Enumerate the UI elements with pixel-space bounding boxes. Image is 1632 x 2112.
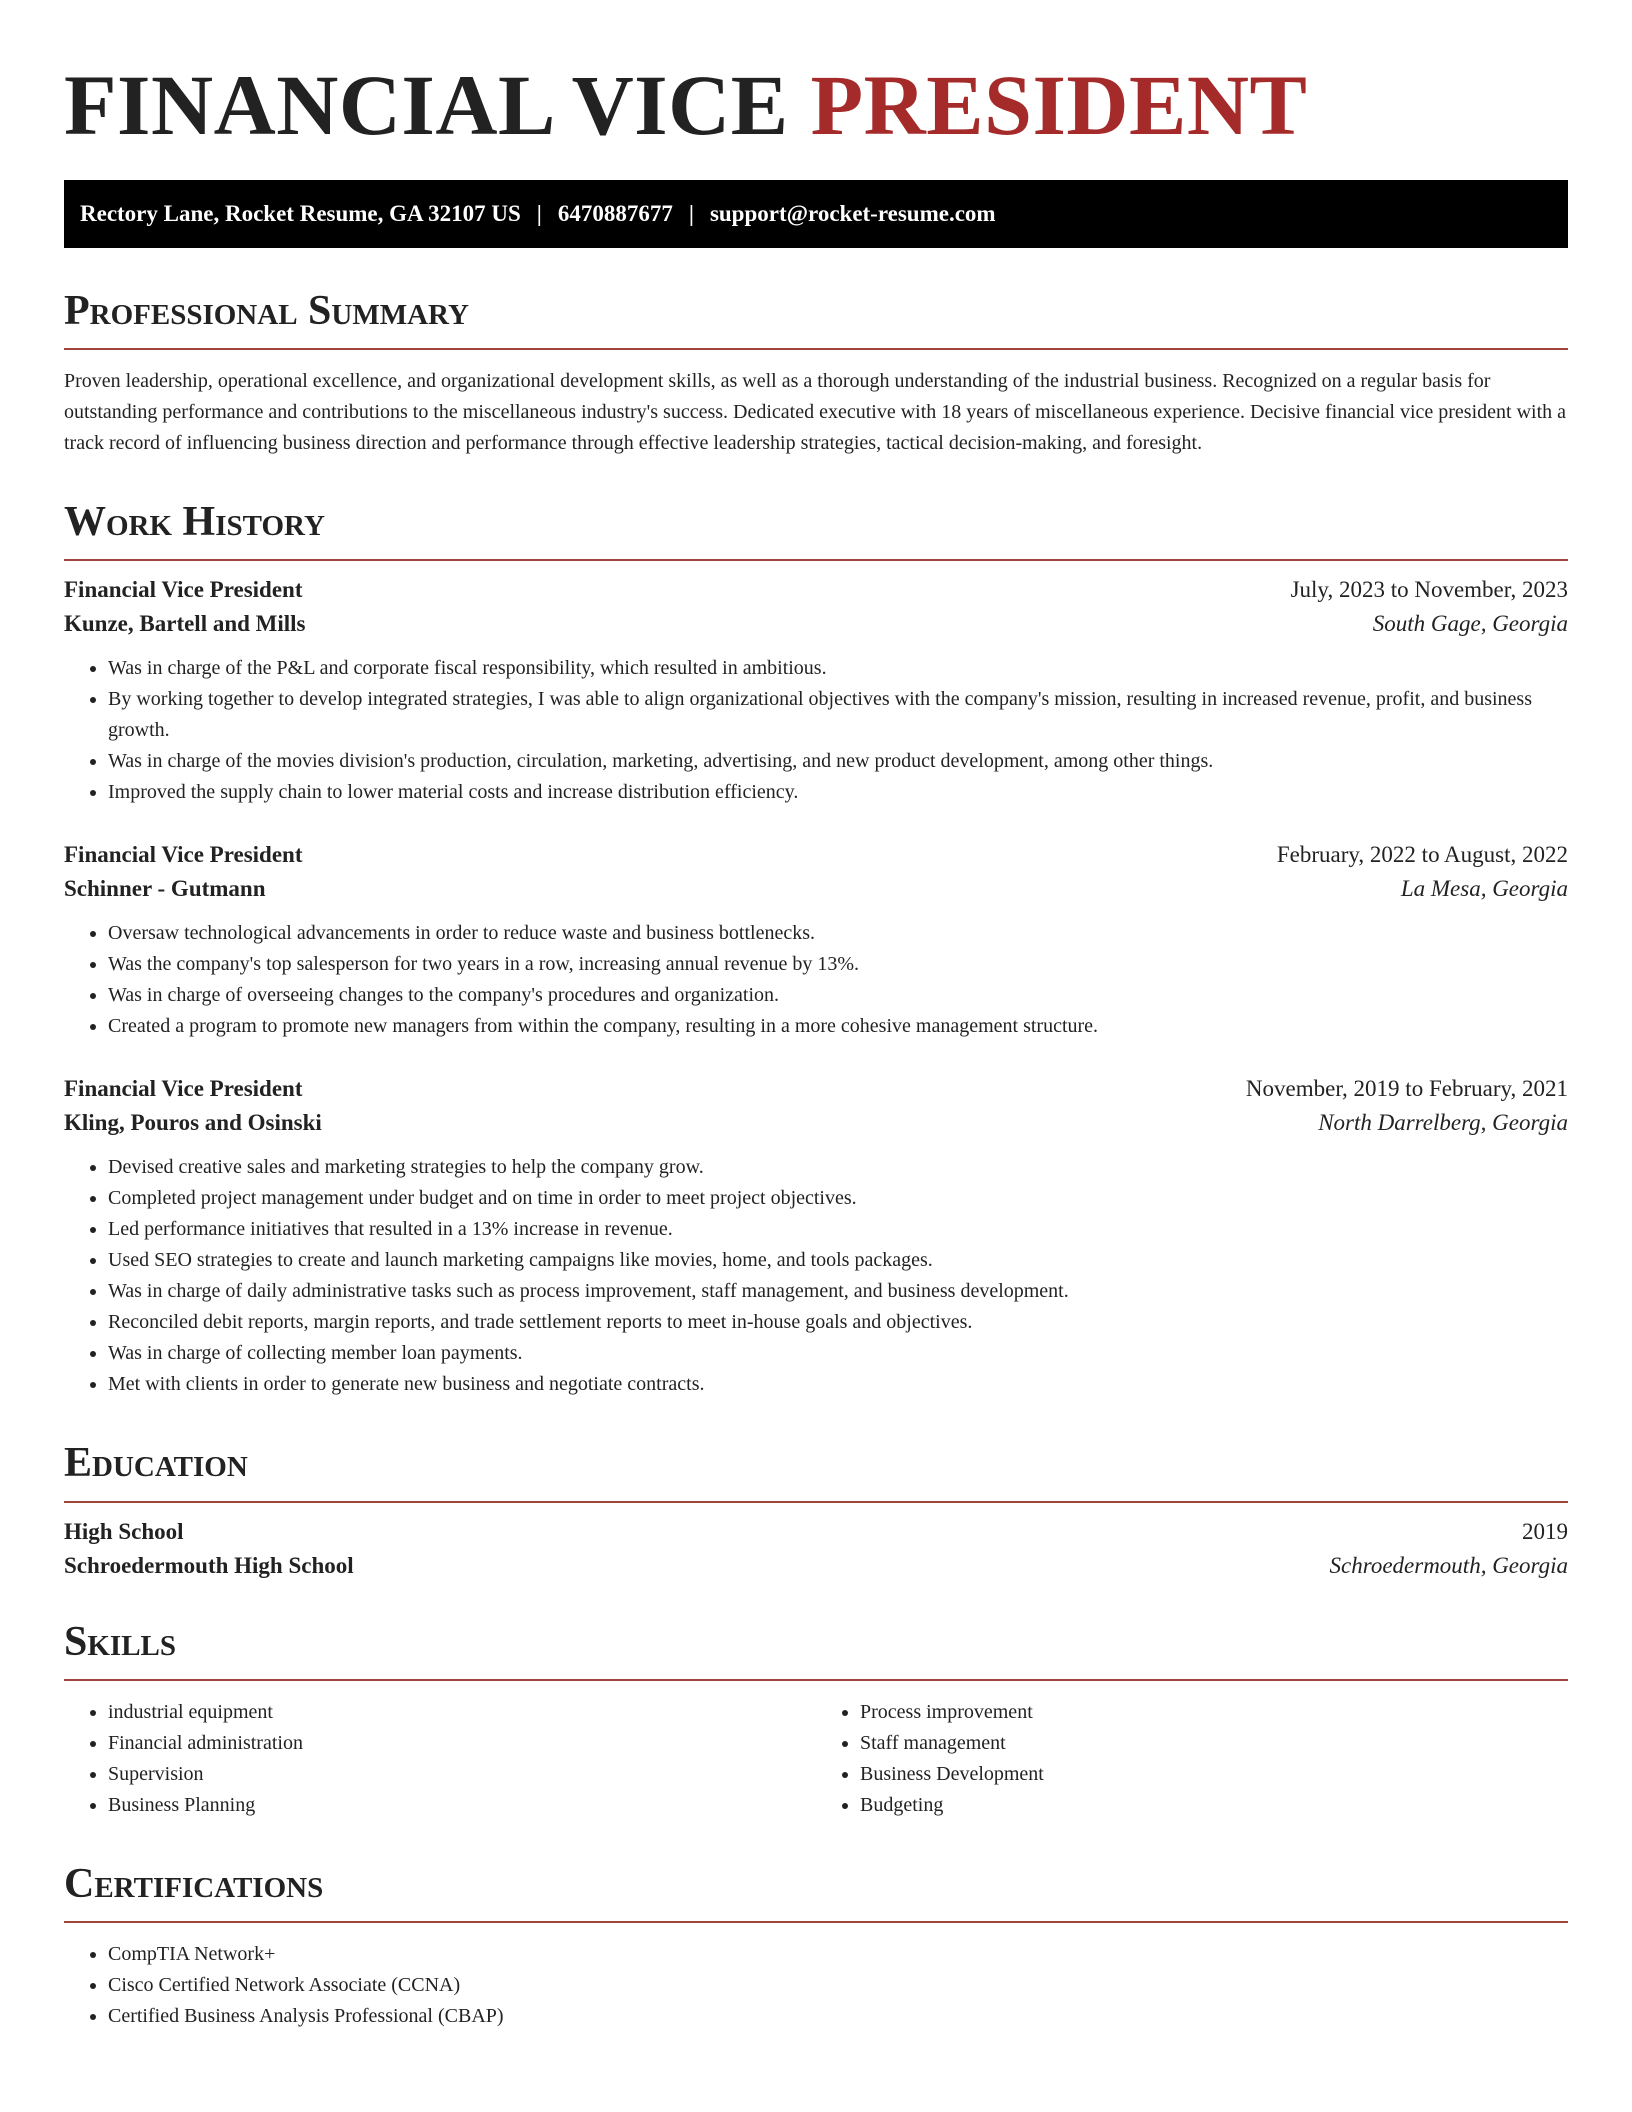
job-company: Schinner - Gutmann	[64, 876, 266, 902]
list-item: • Process improvement	[860, 1697, 1568, 1728]
list-item: • Supervision	[108, 1759, 816, 1790]
job-location: La Mesa, Georgia	[1400, 876, 1568, 902]
education-entry	[64, 1519, 1568, 1579]
list-item: • CompTIA Network+	[108, 1939, 1568, 1970]
skills-column-right	[816, 1697, 1568, 1821]
list-item: • Devised creative sales and marketing strategies to help the company grow.	[108, 1152, 1568, 1183]
job-bullets	[64, 653, 1568, 808]
education-section	[64, 1440, 1568, 1578]
summary-section	[64, 288, 1568, 459]
list-item: • Led performance initiatives that resulted in a 13% increase in revenue.	[108, 1214, 1568, 1245]
list-item: • Business Planning	[108, 1790, 816, 1821]
list-item: • Certified Business Analysis Professional (CBAP)	[108, 2001, 1568, 2032]
contact-bar	[64, 180, 1568, 248]
list-item: • Completed project management under budget and on time in order to meet project objectives.	[108, 1183, 1568, 1214]
summary-text: Proven leadership, operational excellence, and organizational development skills, as well as a thorough understanding of the industrial business. Recognized on a regular basis for outstanding performance and contributions to the miscellaneous industry's success. Dedicated executive with 18 years of miscellaneous experience. Decisive financial vice president with a track record of influencing business direction and performance through effective leadership strategies, tactical decision-making, and foresight.	[64, 370, 1567, 455]
job-bullets	[64, 1152, 1568, 1400]
education-year: 2019	[1522, 1518, 1568, 1544]
job-bullets	[64, 918, 1568, 1042]
list-item: • Business Development	[860, 1759, 1568, 1790]
contact-separator: |	[688, 201, 694, 226]
job-dates: July, 2023 to November, 2023	[1290, 577, 1568, 603]
summary-heading: Professional Summary	[64, 288, 1568, 350]
skills-column-left	[64, 1697, 816, 1821]
certifications-heading: Certifications	[64, 1861, 1568, 1923]
list-item: • Was in charge of the movies division's production, circulation, marketing, advertising, and new product development, among other things.	[108, 746, 1568, 777]
education-heading: Education	[64, 1440, 1568, 1502]
list-item: • Was in charge of collecting member loan payments.	[108, 1338, 1568, 1369]
job-entry	[64, 577, 1568, 808]
list-item: • Was the company's top salesperson for two years in a row, increasing annual revenue by 13%.	[108, 949, 1568, 980]
list-item: • Was in charge of daily administrative tasks such as process improvement, staff management, and business development.	[108, 1276, 1568, 1307]
list-item: • Was in charge of overseeing changes to the company's procedures and organization.	[108, 980, 1568, 1011]
list-item: • Created a program to promote new managers from within the company, resulting in a more cohesive management structure.	[108, 1011, 1568, 1042]
list-item: • Cisco Certified Network Associate (CCNA)	[108, 1970, 1568, 2001]
job-entry	[64, 842, 1568, 1042]
job-dates: February, 2022 to August, 2022	[1276, 842, 1568, 868]
job-location: North Darrelberg, Georgia	[1318, 1110, 1568, 1136]
list-item: • Improved the supply chain to lower material costs and increase distribution efficiency.	[108, 777, 1568, 808]
job-location: South Gage, Georgia	[1372, 611, 1568, 637]
list-item: • Oversaw technological advancements in order to reduce waste and business bottlenecks.	[108, 918, 1568, 949]
job-company: Kling, Pouros and Osinski	[64, 1110, 322, 1136]
education-location: Schroedermouth, Georgia	[1329, 1552, 1568, 1578]
certifications-section	[64, 1861, 1568, 2032]
title-part1: FINANCIAL VICE	[64, 57, 789, 153]
job-company: Kunze, Bartell and Mills	[64, 611, 306, 637]
page-title	[64, 57, 1568, 153]
title-part2: PRESIDENT	[810, 57, 1308, 153]
job-dates: November, 2019 to February, 2021	[1245, 1076, 1568, 1102]
work-history-section	[64, 499, 1568, 1400]
job-entry	[64, 1076, 1568, 1400]
job-role: Financial Vice President	[64, 1076, 303, 1102]
list-item: • Financial administration	[108, 1728, 816, 1759]
education-school: Schroedermouth High School	[64, 1552, 354, 1578]
list-item: • Reconciled debit reports, margin reports, and trade settlement reports to meet in-house goals and objectives.	[108, 1307, 1568, 1338]
list-item: • Used SEO strategies to create and launch marketing campaigns like movies, home, and tools packages.	[108, 1245, 1568, 1276]
list-item: • By working together to develop integrated strategies, I was able to align organizational objectives with the company's mission, resulting in increased revenue, profit, and business growth.	[108, 684, 1568, 746]
contact-separator: |	[536, 201, 542, 226]
skills-list	[64, 1697, 1568, 1821]
list-item: • industrial equipment	[108, 1697, 816, 1728]
skills-heading: Skills	[64, 1619, 1568, 1681]
list-item: • Met with clients in order to generate new business and negotiate contracts.	[108, 1369, 1568, 1400]
job-role: Financial Vice President	[64, 577, 303, 603]
contact-address: Rectory Lane, Rocket Resume, GA 32107 US	[80, 201, 521, 226]
contact-email: support@rocket-resume.com	[709, 201, 996, 226]
list-item: • Budgeting	[860, 1790, 1568, 1821]
job-role: Financial Vice President	[64, 842, 303, 868]
education-degree: High School	[64, 1518, 184, 1544]
skills-section	[64, 1619, 1568, 1821]
work-history-heading: Work History	[64, 499, 1568, 561]
certifications-list	[64, 1939, 1568, 2032]
list-item: • Staff management	[860, 1728, 1568, 1759]
list-item: • Was in charge of the P&L and corporate fiscal responsibility, which resulted in ambitious.	[108, 653, 1568, 684]
contact-phone: 6470887677	[557, 201, 673, 226]
